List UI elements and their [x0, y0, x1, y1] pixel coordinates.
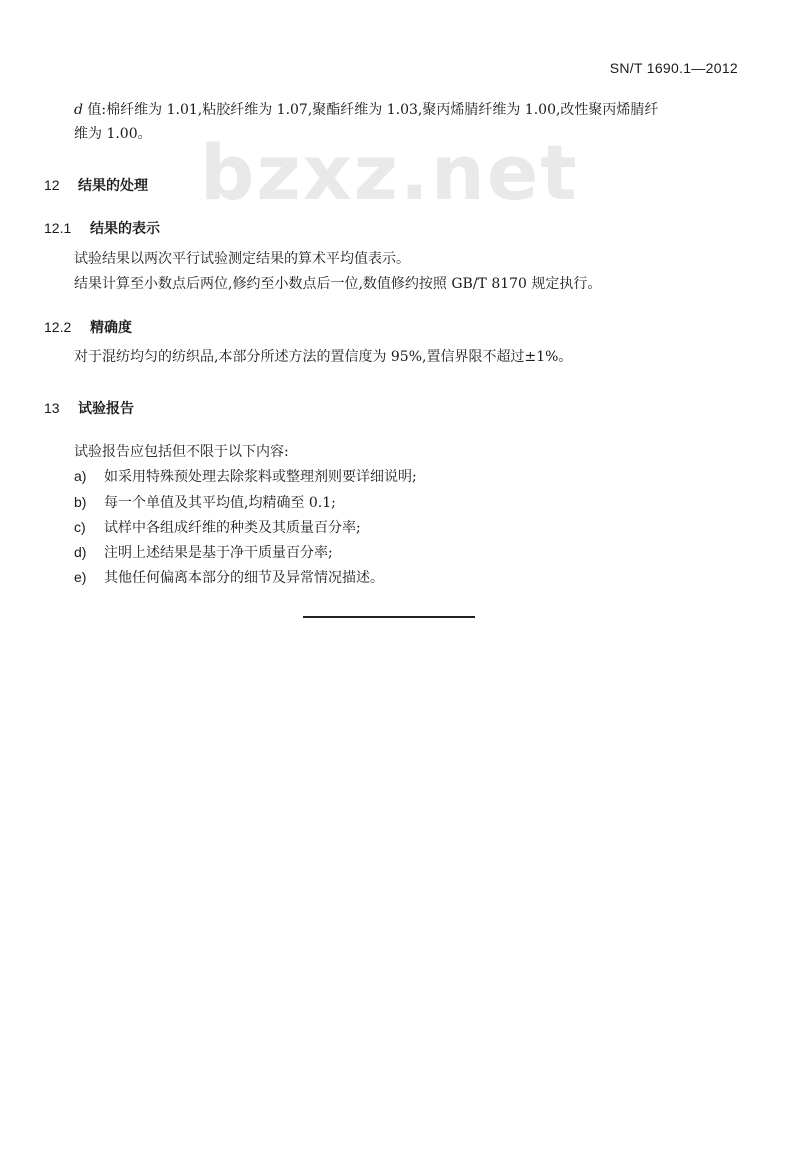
list-item	[74, 492, 336, 512]
standard-code: SN/T 1690.1—2012	[609, 60, 738, 76]
section-13-heading	[44, 398, 134, 418]
list-item	[74, 567, 384, 587]
section-12-1-heading	[44, 218, 160, 238]
list-marker: a)	[74, 468, 87, 484]
list-marker: c)	[74, 519, 86, 535]
list-item	[74, 542, 333, 562]
list-marker: e)	[74, 569, 87, 585]
section-13-title: 试验报告	[78, 401, 134, 417]
list-marker: d)	[74, 544, 87, 560]
list-item-text: 试样中各组成纤维的种类及其质量百分率;	[104, 520, 361, 536]
section-13-number: 13	[44, 400, 60, 416]
list-item-text: 每一个单值及其平均值,均精确至 0.1;	[104, 495, 336, 511]
section-12-2-heading	[44, 317, 132, 337]
section-12-heading	[44, 175, 148, 195]
section-12-number: 12	[44, 177, 60, 193]
d-value-line2: 维为 1.00。	[74, 126, 152, 142]
section-12-2-number: 12.2	[44, 319, 72, 335]
d-value-line1: 值:棉纤维为 1.01,粘胶纤维为 1.07,聚酯纤维为 1.03,聚丙烯腈纤维为 1.00,改性聚丙烯腈纤	[82, 102, 659, 118]
section-12-2-para1: 对于混纺均匀的纺织品,本部分所述方法的置信度为 95%,置信界限不超过±1%。	[74, 349, 573, 365]
list-item-text: 注明上述结果是基于净干质量百分率;	[104, 545, 333, 561]
watermark: bzxz.net	[200, 128, 579, 217]
end-rule	[303, 616, 475, 618]
section-12-1-title: 结果的表示	[90, 221, 160, 237]
section-13-intro: 试验报告应包括但不限于以下内容:	[74, 444, 289, 460]
list-item-text: 其他任何偏离本部分的细节及异常情况描述。	[104, 570, 384, 586]
list-marker: b)	[74, 494, 87, 510]
section-12-1-number: 12.1	[44, 220, 72, 236]
section-12-1-para1: 试验结果以两次平行试验测定结果的算术平均值表示。	[74, 251, 410, 267]
list-item	[74, 517, 361, 537]
list-item-text: 如采用特殊预处理去除浆料或整理剂则要详细说明;	[104, 469, 417, 485]
section-12-2-title: 精确度	[90, 320, 132, 336]
section-12-1-para2: 结果计算至小数点后两位,修约至小数点后一位,数值修约按照 GB/T 8170 规定执行。	[74, 276, 602, 292]
d-symbol: d	[74, 102, 83, 118]
d-value-paragraph	[74, 98, 744, 122]
list-item	[74, 466, 417, 486]
section-12-title: 结果的处理	[78, 178, 148, 194]
